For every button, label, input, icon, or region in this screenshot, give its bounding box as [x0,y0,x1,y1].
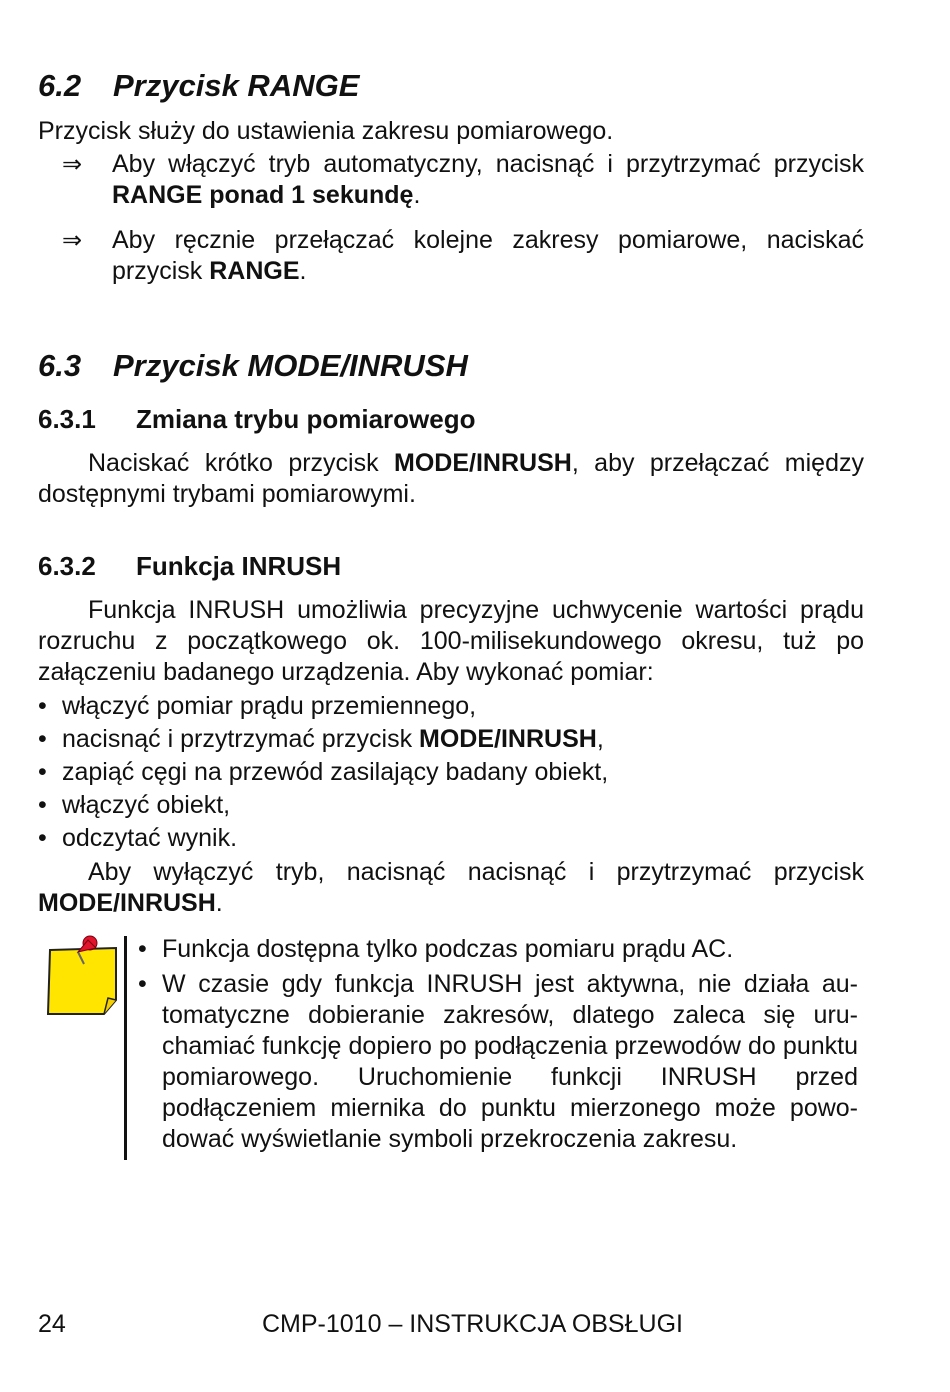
section-number: 6.2 [38,68,82,103]
page-number: 24 [38,1310,66,1338]
section-title: Przycisk MODE/INRUSH [113,348,468,383]
note-item: • W czasie gdy funkcja INRUSH jest aktywna, nie działa au-tomatyczne dobieranie zakresów, dlatego zaleca się uru-chamiać funkcję dopiero po podłączenia przewodów do punktu pomiarowego. Uruchomienie funkcji INRUSH przed podłączeniem miernika do punktu mierzonego może powo-dować wyświetlanie symboli przekroczenia zakresu. [138,970,858,1153]
pinned-note-icon [42,934,122,1018]
arrow-icon: ⇒ [62,151,83,178]
bullet-icon: • [138,970,147,998]
section-6-3-1-heading [38,404,476,435]
bullet-icon: • [38,725,47,753]
bullet-icon: • [138,935,147,963]
bold-text: RANGE [209,257,300,285]
range-auto-text: Aby włączyć tryb automatyczny, nacisnąć i przytrzymać przycisk RANGE ponad 1 sekundę. [112,150,864,209]
range-manual-text: Aby ręcznie przełączać kolejne zakresy pomiarowe, naciskać przycisk RANGE. [112,226,864,285]
section-number: 6.3 [38,348,82,383]
arrow-icon: ⇒ [62,227,83,254]
section-6-2-intro: Przycisk służy do ustawienia zakresu pomiarowego. [38,117,614,145]
inrush-off-paragraph: Aby wyłączyć tryb, nacisnąć nacisnąć i przytrzymać przycisk MODE/INRUSH. [38,858,864,917]
subsection-title: Zmiana trybu pomiarowego [136,404,476,434]
note-item: • Funkcja dostępna tylko podczas pomiaru prądu AC. [138,935,734,963]
note-list [138,934,858,1159]
range-manual-item [38,225,864,287]
list-item: • odczytać wynik. [38,822,864,855]
section-6-2-heading [38,68,359,104]
section-6-3-2-heading [38,551,341,582]
footer-title: CMP-1010 – INSTRUKCJA OBSŁUGI [262,1310,683,1338]
bold-text: MODE/INRUSH [419,725,597,753]
range-auto-item [38,149,864,211]
subsection-number: 6.3.2 [38,551,96,581]
subsection-title: Funkcja INRUSH [136,551,342,581]
bold-text: RANGE ponad 1 sekundę [112,181,414,209]
inrush-description: Funkcja INRUSH umożliwia precyzyjne uchwycenie wartości prądu rozruchu z początkowego ok. 100-milisekundowego okresu, tuż po załączeniu badanego urządzenia. Aby wykonać pomiar: [38,596,864,686]
list-item: • włączyć obiekt, [38,789,864,822]
section-title: Przycisk RANGE [113,68,360,103]
inrush-steps-list [38,690,864,855]
bold-text: MODE/INRUSH [394,449,572,477]
subsection-number: 6.3.1 [38,404,96,434]
note-divider [124,936,127,1160]
bullet-icon: • [38,791,47,819]
note-box [38,934,864,1162]
bullet-icon: • [38,692,47,720]
list-item: • zapiąć cęgi na przewód zasilający badany obiekt, [38,756,864,789]
bullet-icon: • [38,824,47,852]
bullet-icon: • [38,758,47,786]
list-item: • włączyć pomiar prądu przemiennego, [38,690,864,723]
section-6-3-heading [38,348,468,384]
mode-switch-paragraph: Naciskać krótko przycisk MODE/INRUSH, aby przełączać między dostępnymi trybami pomiarowymi. [38,449,864,508]
list-item: • nacisnąć i przytrzymać przycisk MODE/INRUSH, [38,723,864,756]
bold-text: MODE/INRUSH [38,889,216,917]
